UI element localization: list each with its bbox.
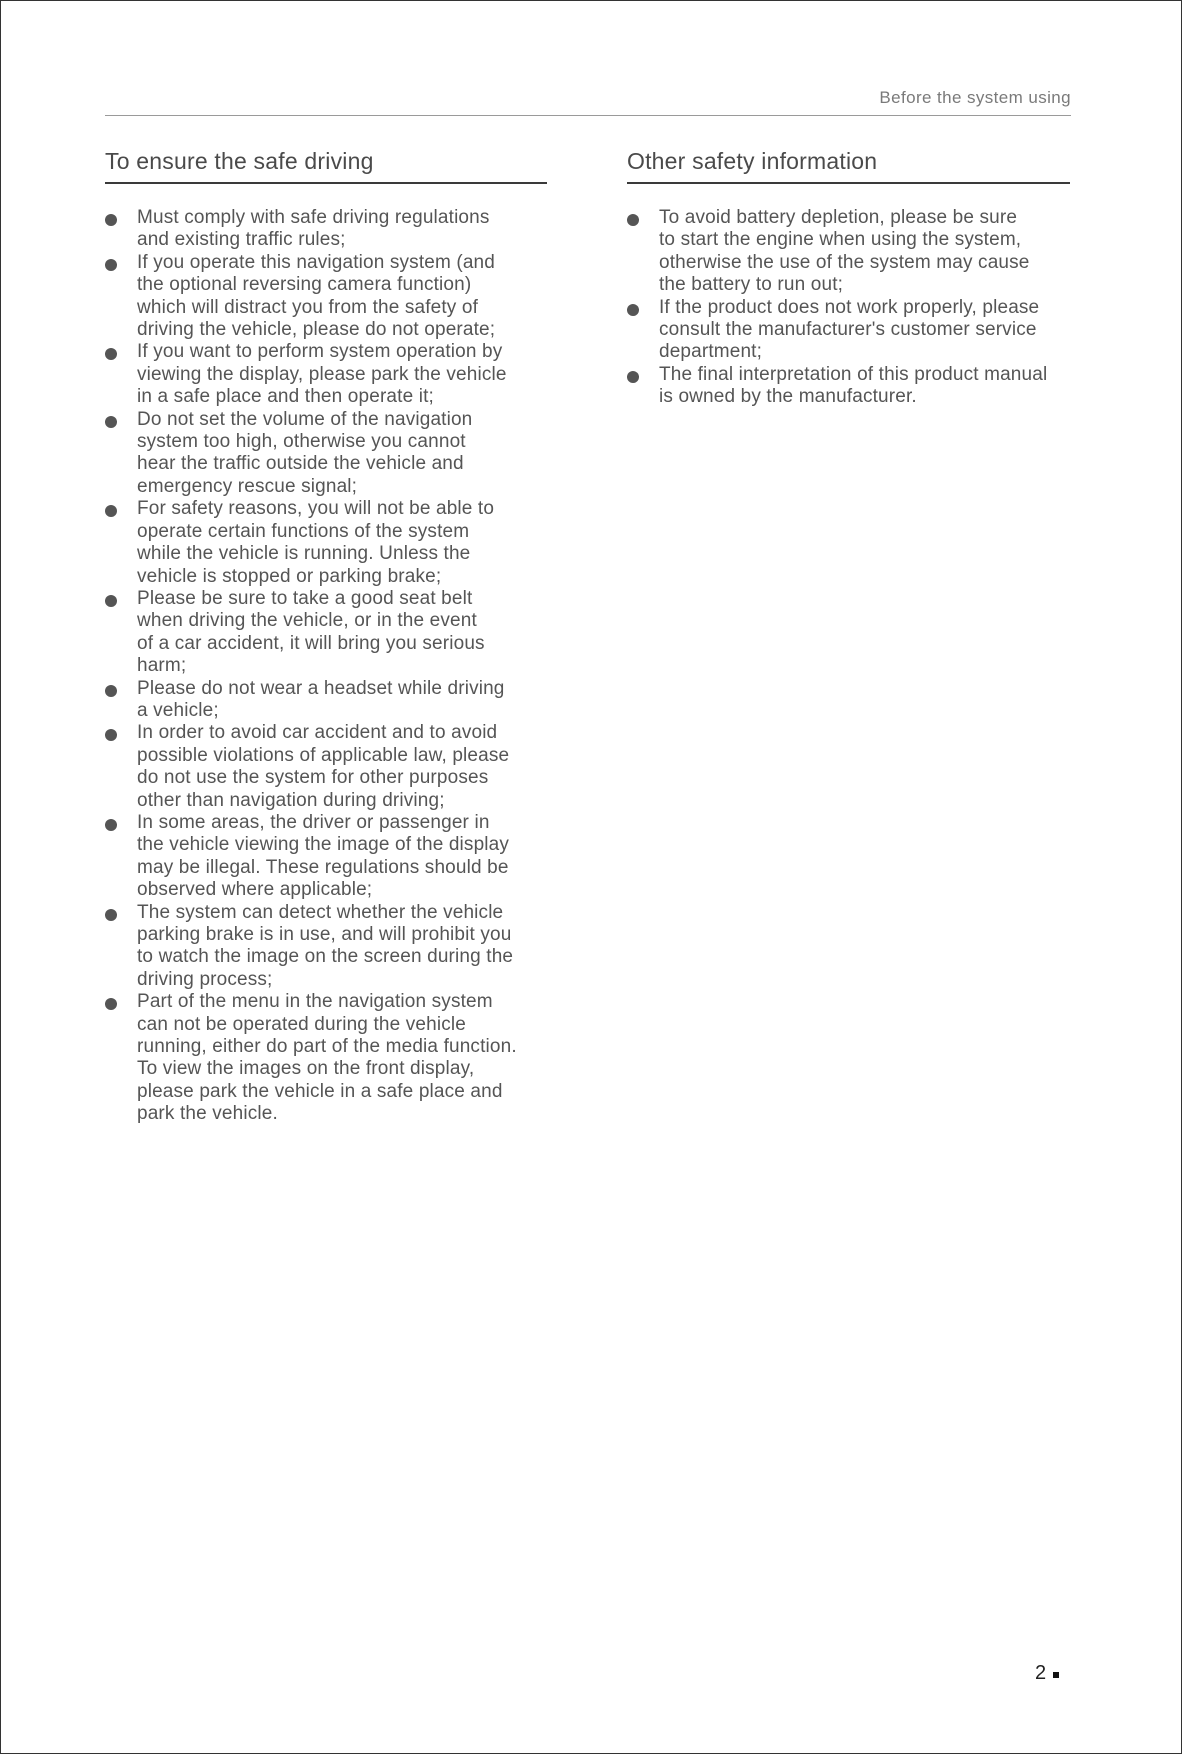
list-item-text-line: Do not set the volume of the navigation: [137, 408, 473, 430]
list-item: [627, 364, 1097, 409]
list-item: [105, 812, 575, 902]
bullet-dot-icon: [105, 998, 117, 1010]
list-item-text-line: In some areas, the driver or passenger in: [137, 811, 490, 833]
list-item: [105, 722, 575, 812]
list-item: [105, 252, 575, 342]
list-item: [105, 678, 575, 723]
list-item-text-line: the vehicle viewing the image of the display: [137, 834, 510, 856]
list-item-text-line: department;: [659, 341, 763, 363]
bullet-dot-icon: [105, 505, 117, 517]
list-item: [105, 409, 575, 499]
list-item: [105, 207, 575, 252]
list-item: [105, 498, 575, 588]
list-item-text-line: when driving the vehicle, or in the event: [137, 610, 477, 632]
list-item-text-line: Please be sure to take a good seat belt: [137, 587, 473, 609]
section-rule: [627, 182, 1070, 184]
list-item-text-line: observed where applicable;: [137, 879, 373, 901]
list-item-text-line: To view the images on the front display,: [137, 1058, 475, 1080]
list-item-text-line: consult the manufacturer's customer service: [659, 319, 1037, 341]
list-item-text-line: operate certain functions of the system: [137, 520, 470, 542]
page-number-square-icon: [1053, 1672, 1059, 1678]
list-item-text-line: If you want to perform system operation by: [137, 341, 503, 363]
list-item-text-line: In order to avoid car accident and to avoid: [137, 722, 498, 744]
list-item: [105, 991, 575, 1125]
right-column: [627, 146, 1097, 409]
list-item-text-line: harm;: [137, 655, 187, 677]
list-item-text-line: If you operate this navigation system (and: [137, 251, 495, 273]
list-item-text-line: parking brake is in use, and will prohibit you: [137, 924, 512, 945]
list-item-text-line: and existing traffic rules;: [137, 229, 346, 251]
list-item-text-line: driving the vehicle, please do not operate;: [137, 319, 496, 341]
list-item-text-line: other than navigation during driving;: [137, 789, 445, 811]
bullet-dot-icon: [105, 259, 117, 271]
list-item-text-line: to start the engine when using the system,: [659, 229, 1022, 251]
left-column: [105, 146, 575, 1126]
list-item-text-line: do not use the system for other purposes: [137, 767, 489, 789]
list-item-text-line: a vehicle;: [137, 699, 219, 721]
other-safety-list: [627, 207, 1097, 409]
list-item-text-line: For safety reasons, you will not be able to: [137, 498, 495, 520]
bullet-dot-icon: [105, 416, 117, 428]
bullet-dot-icon: [627, 371, 639, 383]
list-item-text-line: vehicle is stopped or parking brake;: [137, 565, 442, 587]
safe-driving-list: [105, 207, 575, 1126]
list-item-text-line: If the product does not work properly, please: [659, 296, 1040, 318]
list-item: [105, 902, 575, 992]
list-item-text-line: is owned by the manufacturer.: [659, 386, 917, 408]
list-item: [627, 207, 1097, 297]
bullet-dot-icon: [105, 685, 117, 697]
list-item-text-line: Please do not wear a headset while driving: [137, 677, 505, 699]
list-item-text-line: running, either do part of the media function.: [137, 1036, 517, 1058]
bullet-dot-icon: [105, 729, 117, 741]
bullet-dot-icon: [105, 214, 117, 226]
list-item: [627, 297, 1097, 364]
list-item-text-line: park the vehicle.: [137, 1103, 278, 1125]
bullet-dot-icon: [105, 909, 117, 921]
bullet-dot-icon: [105, 819, 117, 831]
bullet-dot-icon: [627, 214, 639, 226]
list-item-text-line: of a car accident, it will bring you serious: [137, 632, 485, 654]
list-item-text-line: the optional reversing camera function): [137, 274, 472, 296]
list-item-text-line: otherwise the use of the system may cause: [659, 251, 1030, 273]
list-item-text-line: hear the traffic outside the vehicle and: [137, 453, 464, 475]
list-item-text-line: possible violations of applicable law, please: [137, 744, 510, 766]
running-header: Before the system using: [879, 88, 1071, 107]
list-item-text-line: may be illegal. These regulations should be: [137, 856, 509, 878]
list-item-text-line: can not be operated during the vehicle: [137, 1013, 466, 1035]
list-item: [105, 588, 575, 678]
list-item-text-line: in a safe place and then operate it;: [137, 386, 434, 408]
bullet-dot-icon: [105, 595, 117, 607]
list-item-text-line: to watch the image on the screen during the: [137, 946, 514, 968]
list-item-text-line: while the vehicle is running. Unless the: [137, 543, 471, 565]
list-item-text-line: The system can detect whether the vehicle: [137, 901, 504, 923]
list-item: [105, 341, 575, 408]
list-item-text-line: system too high, otherwise you cannot: [137, 431, 466, 453]
bullet-dot-icon: [627, 304, 639, 316]
section-rule: [105, 182, 547, 184]
header-rule: [105, 115, 1071, 116]
list-item-text-line: viewing the display, please park the vehicle: [137, 363, 507, 385]
list-item-text-line: which will distract you from the safety of: [137, 296, 479, 318]
list-item-text-line: The final interpretation of this product manual: [659, 363, 1048, 385]
list-item-text-line: the battery to run out;: [659, 274, 844, 296]
section-title-other-safety: Other safety information: [627, 148, 878, 174]
page-number: 2: [1035, 1662, 1047, 1684]
bullet-dot-icon: [105, 348, 117, 360]
section-title-safe-driving: To ensure the safe driving: [105, 148, 374, 174]
list-item-text-line: driving process;: [137, 968, 273, 990]
list-item-text-line: Must comply with safe driving regulations: [137, 207, 490, 228]
list-item-text-line: To avoid battery depletion, please be sure: [659, 207, 1018, 228]
list-item-text-line: emergency rescue signal;: [137, 475, 358, 497]
list-item-text-line: Part of the menu in the navigation system: [137, 991, 493, 1013]
list-item-text-line: please park the vehicle in a safe place and: [137, 1080, 503, 1102]
